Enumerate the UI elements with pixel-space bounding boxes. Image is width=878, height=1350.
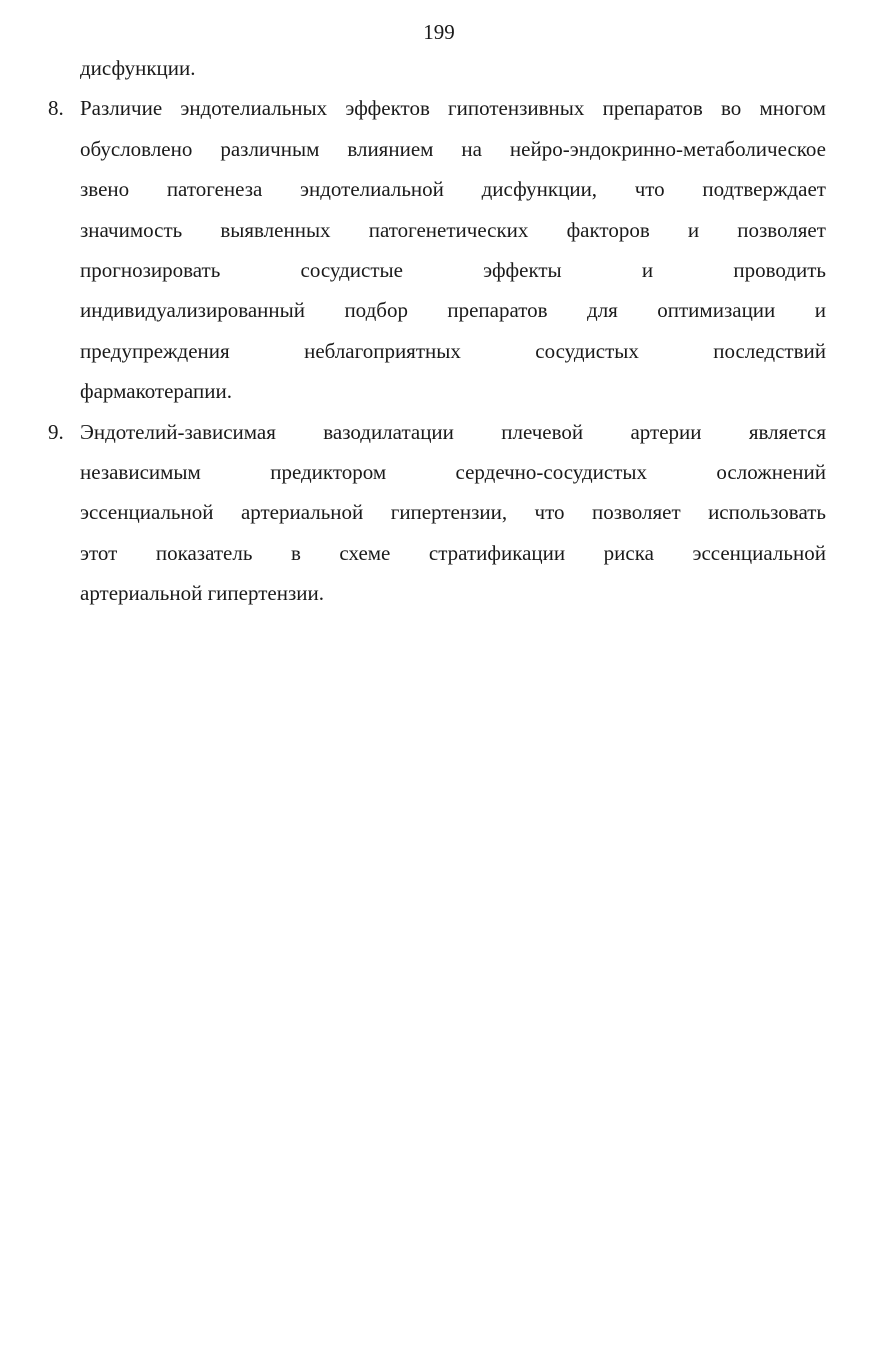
text-line xyxy=(80,250,826,290)
word: значимость xyxy=(80,217,183,242)
word: выявленных xyxy=(220,217,331,242)
word: эндотелиальных xyxy=(180,96,328,121)
page-number: 199 xyxy=(423,20,455,44)
word: предиктором xyxy=(270,459,387,484)
word: на xyxy=(461,136,482,161)
word: подтверждает xyxy=(702,177,826,202)
word: позволяет xyxy=(591,500,681,525)
word: индивидуализированный xyxy=(80,298,306,323)
text-line-last: фармакотерапии. xyxy=(80,379,232,404)
text-line xyxy=(80,210,826,250)
list-item-number: 8. xyxy=(48,96,64,121)
word: эндотелиальной xyxy=(299,177,444,202)
word: звено xyxy=(80,177,130,202)
word: риска xyxy=(603,540,654,565)
word: в xyxy=(290,540,301,565)
word: схеме xyxy=(339,540,391,565)
word: последствий xyxy=(713,338,826,363)
list-item-9 xyxy=(48,412,826,614)
word: использовать xyxy=(708,500,826,525)
text-line xyxy=(80,169,826,209)
word: артерии xyxy=(630,419,702,444)
word: нейро-эндокринно-метаболическое xyxy=(509,136,826,161)
page-content xyxy=(48,48,826,613)
word: неблагоприятных xyxy=(304,338,461,363)
word: во xyxy=(721,96,742,121)
word: Различие xyxy=(80,96,163,121)
word: факторов xyxy=(566,217,650,242)
word: для xyxy=(587,298,618,323)
word: влиянием xyxy=(347,136,434,161)
word: и xyxy=(641,257,654,282)
word: осложнений xyxy=(716,459,826,484)
list-item-8 xyxy=(48,88,826,411)
word: сосудистые xyxy=(300,257,403,282)
word: патогенетических xyxy=(368,217,529,242)
word: различным xyxy=(220,136,320,161)
word: Эндотелий-зависимая xyxy=(80,419,276,444)
word: показатель xyxy=(155,540,253,565)
word: что xyxy=(634,177,665,202)
word: эффектов xyxy=(345,96,430,121)
word: этот xyxy=(80,540,118,565)
word: позволяет xyxy=(737,217,826,242)
text-line xyxy=(80,331,826,371)
text-line xyxy=(80,129,826,169)
word: гипертензии, xyxy=(390,500,508,525)
word: препаратов xyxy=(602,96,703,121)
text-line xyxy=(80,533,826,573)
word: прогнозировать xyxy=(80,257,221,282)
word: и xyxy=(687,217,700,242)
word: многом xyxy=(759,96,826,121)
word: плечевой xyxy=(501,419,584,444)
word: эффекты xyxy=(483,257,562,282)
word: и xyxy=(814,298,826,323)
word: проводить xyxy=(733,257,826,282)
word: эссенциальной xyxy=(80,500,214,525)
text-line-last: артериальной гипертензии. xyxy=(80,581,324,606)
text-line xyxy=(80,290,826,330)
continuation-line: дисфункции. xyxy=(80,56,196,80)
word: патогенеза xyxy=(166,177,263,202)
word: стратификации xyxy=(428,540,566,565)
word: дисфункции, xyxy=(481,177,598,202)
word: вазодилатации xyxy=(323,419,454,444)
word: гипотензивных xyxy=(448,96,585,121)
word: сосудистых xyxy=(535,338,639,363)
text-line xyxy=(80,452,826,492)
word: эссенциальной xyxy=(692,540,826,565)
text-line xyxy=(80,412,826,452)
text-line xyxy=(80,492,826,532)
word: является xyxy=(748,419,826,444)
text-line xyxy=(80,88,826,128)
word: препаратов xyxy=(447,298,548,323)
word: оптимизации xyxy=(657,298,776,323)
word: артериальной xyxy=(240,500,364,525)
word: независимым xyxy=(80,459,201,484)
word: что xyxy=(534,500,565,525)
word: обусловлено xyxy=(80,136,193,161)
list-item-number: 9. xyxy=(48,419,64,444)
word: предупреждения xyxy=(80,338,230,363)
word: подбор xyxy=(344,298,408,323)
word: сердечно-сосудистых xyxy=(455,459,648,484)
